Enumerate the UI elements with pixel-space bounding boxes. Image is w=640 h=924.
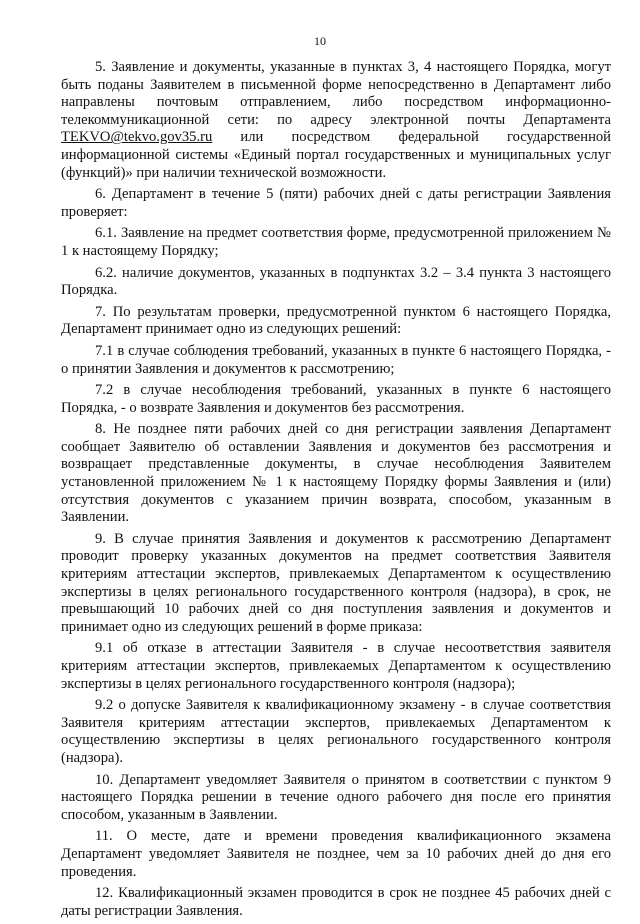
- paragraph-9-1: 9.1 об отказе в аттестации Заявителя - в случае несоответствия заявителя критериям аттестации экспертов, привлекаемых Департаментом к осуществлению экспертизы в целях регионального государственного контроля (надзора);: [61, 640, 611, 692]
- document-body: [61, 59, 611, 924]
- paragraph-11: 11. О месте, дате и времени проведения квалификационного экзамена Департамент уведомляет Заявителя не позднее, чем за 10 рабочих дней до дня его проведения.: [61, 828, 611, 880]
- paragraph-12: 12. Квалификационный экзамен проводится в срок не позднее 45 рабочих дней с даты регистрации Заявления.: [61, 885, 611, 919]
- paragraph-6: 6. Департамент в течение 5 (пяти) рабочих дней с даты регистрации Заявления проверяет:: [61, 186, 611, 220]
- paragraph-7-2: 7.2 в случае несоблюдения требований, указанных в пункте 6 настоящего Порядка, - о возврате Заявления и документов без рассмотрения.: [61, 382, 611, 416]
- paragraph-7: 7. По результатам проверки, предусмотренной пунктом 6 настоящего Порядка, Департамент принимает одно из следующих решений:: [61, 303, 611, 338]
- paragraph-6-1: 6.1. Заявление на предмет соответствия форме, предусмотренной приложением № 1 к настоящему Порядку;: [61, 225, 611, 259]
- paragraph-5-text-end: или посредством федеральной государственной информационной системы «Единый портал государственных и муниципальных услуг (функций)» при наличии технической возможности.: [61, 129, 611, 181]
- paragraph-9-2: 9.2 о допуске Заявителя к квалификационному экзамену - в случае соответствия Заявителя критериям аттестации экспертов, привлекаемых Департаментом к осуществлению экспертизы в целях регионального государственного контроля (надзора).: [61, 697, 611, 766]
- paragraph-9: 9. В случае принятия Заявления и документов к рассмотрению Департамент проводит проверку указанных документов на предмет соответствия Заявителя критериям аттестации экспертов, привлекаемых Департаментом к осуществлению экспертизы в целях регионального государственного контроля (надзора), в срок, не превышающий 10 рабочих дней со дня поступления заявления и документов и принимает одно из следующих решений в форме приказа:: [61, 530, 611, 635]
- page-number: 10: [314, 34, 326, 48]
- paragraph-8: 8. Не позднее пяти рабочих дней со дня регистрации заявления Департамент сообщает Заявителю об оставлении Заявления и документов без рассмотрения и возвращает представленные документы, в случае несоблюдения Заявителем установленной приложением № 1 к настоящему Порядку формы Заявления и (или) отсутствия документов с указанием причин возврата, способом, указанным в Заявлении.: [61, 421, 611, 526]
- paragraph-7-1: 7.1 в случае соблюдения требований, указанных в пункте 6 настоящего Порядка, - о принятии Заявления и документов к рассмотрению;: [61, 342, 611, 377]
- paragraph-10: 10. Департамент уведомляет Заявителя о принятом в соответствии с пунктом 9 настоящего Порядка решении в течение одного рабочего дня после его принятия способом, указанным в Заявлении.: [61, 771, 611, 823]
- paragraph-6-2: 6.2. наличие документов, указанных в подпунктах 3.2 – 3.4 пункта 3 настоящего Порядка.: [61, 264, 611, 299]
- paragraph-5: [61, 59, 611, 182]
- email-link[interactable]: TEKVO@tekvo.gov35.ru: [61, 129, 213, 146]
- paragraph-5-text-start: 5. Заявление и документы, указанные в пунктах 3, 4 настоящего Порядка, могут быть поданы Заявителем в письменной форме непосредственно в Департамент либо направлены почтовым отправлением, либо посредством информационно-телекоммуникационной сети: по адресу электронной почты Департамента: [61, 59, 611, 128]
